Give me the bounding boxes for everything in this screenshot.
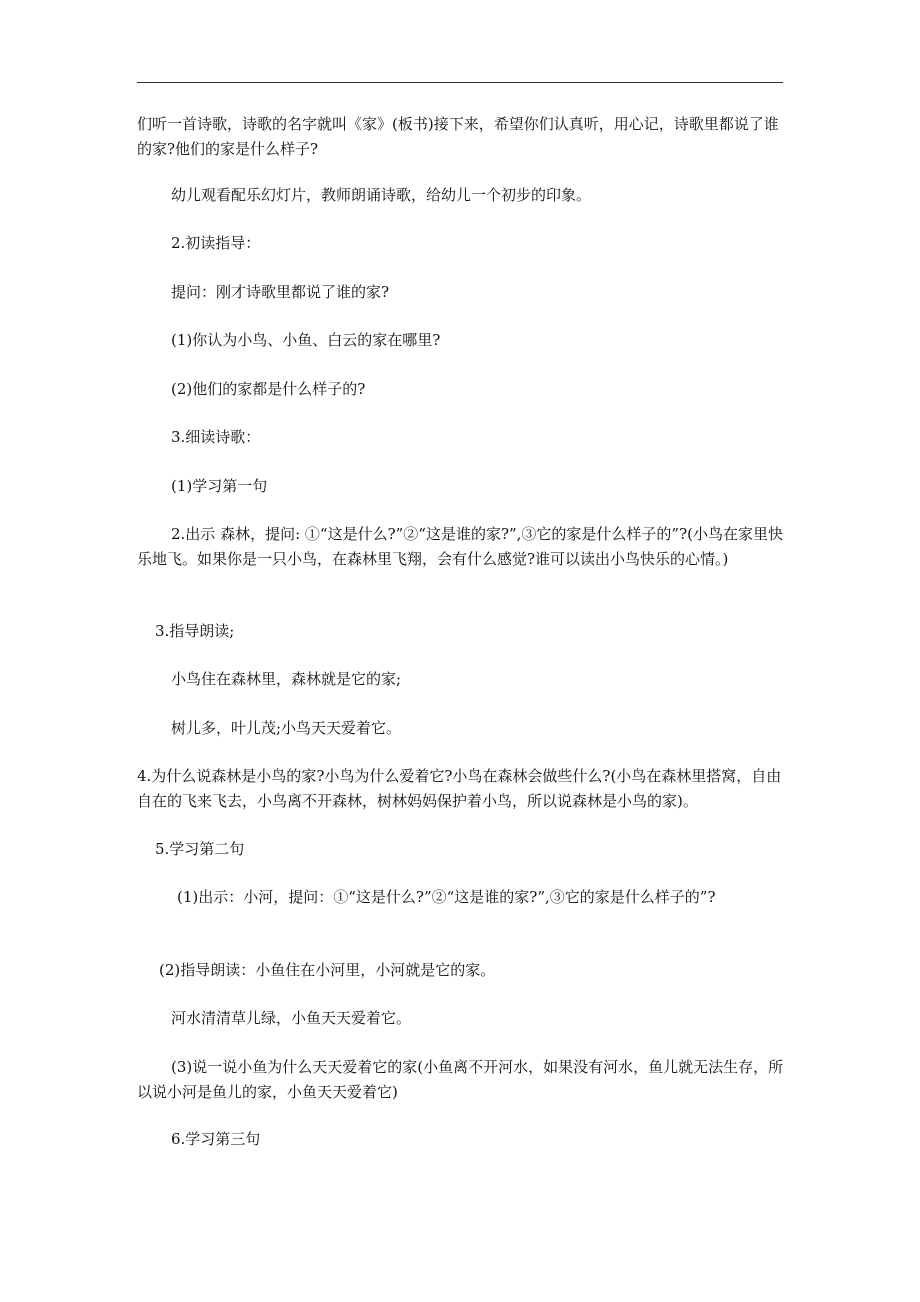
paragraph-slideshow: 幼儿观看配乐幻灯片，教师朗诵诗歌，给幼儿一个初步的印象。 <box>171 186 592 204</box>
heading-close-reading: 3.细读诗歌： <box>171 428 261 446</box>
paragraph-intro: 们听一首诗歌，诗歌的名字就叫《家》(板书)接下来，希望你们认真听，用心记，诗歌里都说了谁的家?他们的家是什么样子? <box>137 115 779 158</box>
heading-initial-reading: 2.初读指导： <box>171 234 261 252</box>
paragraph-river: (1)出示：小河，提问：①“这是什么?”②“这是谁的家?”,③它的家是什么样子的”? <box>177 888 716 906</box>
paragraph-q1: (1)你认为小鸟、小鱼、白云的家在哪里? <box>171 331 441 349</box>
paragraph-why-forest: 4.为什么说森林是小鸟的家?小鸟为什么爱着它?小鸟在森林会做些什么?(小鸟在森林里搭窝，自由自在的飞来飞去，小鸟离不开森林，树林妈妈保护着小鸟，所以说森林是小鸟的家)。 <box>137 767 782 810</box>
paragraph-q2: (2)他们的家都是什么样子的? <box>171 380 366 398</box>
poem-line-fish-2: 河水清清草儿绿，小鱼天天爱着它。 <box>171 1009 412 1027</box>
heading-sentence-three: 6.学习第三句 <box>171 1130 261 1148</box>
paragraph-fish-why: (3)说一说小鱼为什么天天爱着它的家(小鱼离不开河水，如果没有河水，鱼儿就无法生存，所以说小河是鱼儿的家，小鱼天天爱着它) <box>137 1058 784 1101</box>
poem-line-bird-2: 树儿多，叶儿茂;小鸟天天爱着它。 <box>171 719 402 737</box>
header-rule <box>137 82 783 83</box>
paragraph-fish-reading: (2)指导朗读：小鱼住在小河里，小河就是它的家。 <box>159 961 496 979</box>
heading-sentence-one: (1)学习第一句 <box>171 477 268 495</box>
paragraph-question: 提问：刚才诗歌里都说了谁的家? <box>171 283 390 301</box>
heading-guided-reading: 3.指导朗读; <box>155 622 235 640</box>
paragraph-forest: 2.出示 森林，提问: ①“这是什么?”②“这是谁的家?”,③它的家是什么样子的”?(小鸟在家里快乐地飞。如果你是一只小鸟，在森林里飞翔，会有什么感觉?谁可以读出小鸟快乐的心情。) <box>137 525 783 568</box>
heading-sentence-two: 5.学习第二句 <box>155 840 245 858</box>
poem-line-bird-1: 小鸟住在森林里，森林就是它的家; <box>171 670 402 688</box>
